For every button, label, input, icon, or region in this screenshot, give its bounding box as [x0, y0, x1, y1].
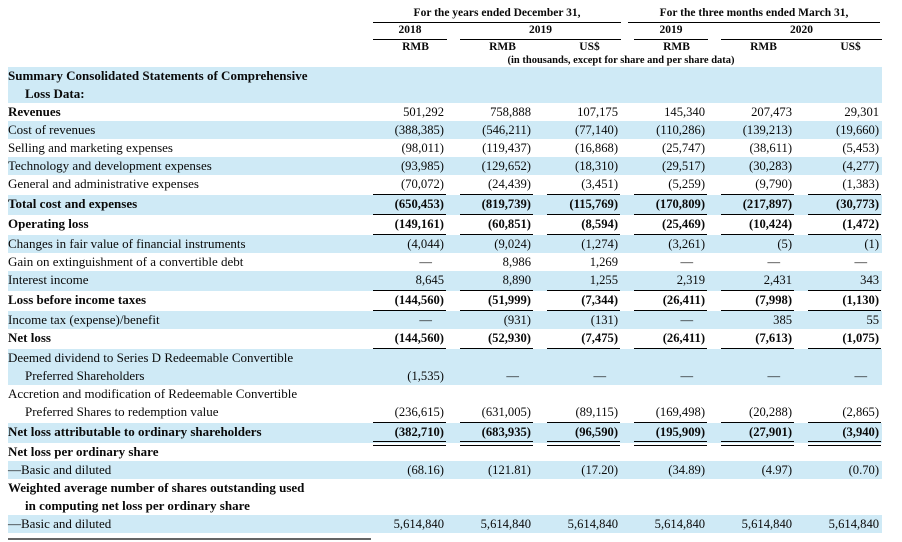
- value-cell: (77,140): [534, 121, 621, 139]
- value-cell: —: [708, 349, 795, 385]
- value-cell: (169,498): [621, 385, 708, 423]
- value-cell: [708, 479, 795, 515]
- value-cell: (121.81): [447, 461, 534, 479]
- value-cell: (7,613): [708, 329, 795, 349]
- value-cell: (217,897): [708, 195, 795, 215]
- table-row: [8, 385, 882, 423]
- row-label: Revenues: [8, 104, 61, 119]
- value-cell: (546,211): [447, 121, 534, 139]
- row-label: Changes in fair value of financial instruments: [8, 235, 360, 253]
- table-row: [8, 349, 882, 385]
- row-label: Deemed dividend to Series D Redeemable Convertible Preferred Shareholders: [8, 349, 360, 385]
- value-cell: (1,130): [795, 291, 882, 311]
- value-cell: 343: [795, 271, 882, 291]
- year-header-2020: 2020: [708, 23, 882, 40]
- value-cell: (38,611): [749, 141, 793, 155]
- value-cell: (9,790): [708, 175, 795, 195]
- value-cell: (26,411): [621, 329, 708, 349]
- value-cell: —: [854, 255, 868, 269]
- value-cell: (89,115): [534, 385, 621, 423]
- value-cell: (16,868): [575, 141, 619, 155]
- value-cell: (3,940): [795, 423, 882, 443]
- value-cell: (27,901): [708, 423, 795, 443]
- table-row: [8, 311, 882, 329]
- value-cell: 5,614,840: [447, 515, 534, 533]
- value-cell: [360, 67, 447, 103]
- value-cell: (195,909): [621, 423, 708, 443]
- value-cell: (388,385): [360, 121, 447, 139]
- value-cell: —: [795, 349, 882, 385]
- value-cell: (0.70): [795, 461, 882, 479]
- row-label: Summary Consolidated Statements of Comprehensive Loss Data:: [8, 67, 360, 103]
- table-row: [8, 291, 882, 311]
- value-cell: 2,319: [621, 271, 708, 291]
- header-spacer: [8, 6, 360, 23]
- header-spacer: [8, 23, 360, 40]
- value-cell: (17.20): [534, 461, 621, 479]
- value-cell: (5,259): [621, 175, 708, 195]
- value-cell: 1,255: [534, 271, 621, 291]
- row-label: Gain on extinguishment of a convertible debt: [8, 254, 244, 269]
- row-label: Income tax (expense)/benefit: [8, 311, 360, 329]
- value-cell: 758,888: [490, 105, 531, 119]
- table-row: [8, 215, 882, 235]
- value-cell: (34.89): [621, 461, 708, 479]
- cutoff-rule-fragment: [8, 538, 371, 540]
- table-row: [8, 329, 882, 349]
- year-header-row: [8, 23, 882, 40]
- header-spacer: [8, 54, 360, 67]
- row-label: Accretion and modification of Redeemable Convertible Preferred Shares to redemption value: [8, 386, 298, 419]
- value-cell: (382,710): [360, 423, 447, 443]
- currency-header: US$: [579, 41, 600, 53]
- value-cell: (4,277): [795, 157, 882, 175]
- value-cell: (2,865): [795, 385, 882, 423]
- table-row: [8, 253, 882, 271]
- value-cell: (4.97): [708, 461, 795, 479]
- value-cell: 29,301: [844, 105, 880, 119]
- value-cell: (683,935): [447, 423, 534, 443]
- row-label: Cost of revenues: [8, 121, 360, 139]
- value-cell: 8,645: [360, 271, 447, 291]
- table-row: [8, 235, 882, 253]
- value-cell: —: [680, 255, 694, 269]
- value-cell: [447, 479, 534, 515]
- value-cell: [621, 479, 708, 515]
- value-cell: (819,739): [447, 195, 534, 215]
- months-group-header-cell: [621, 6, 882, 23]
- units-note: (in thousands, except for share and per share data): [507, 55, 735, 66]
- value-cell: (7,344): [534, 291, 621, 311]
- value-cell: (8,594): [534, 215, 621, 235]
- currency-header: RMB: [489, 41, 516, 53]
- value-cell: (115,769): [534, 195, 621, 215]
- value-cell: [795, 479, 882, 515]
- value-cell: 8,890: [447, 271, 534, 291]
- value-cell: (1,383): [795, 175, 882, 195]
- row-label: Net loss attributable to ordinary shareholders: [8, 423, 360, 443]
- table-row: [8, 461, 882, 479]
- value-cell: (129,652): [447, 157, 534, 175]
- value-cell: (1,472): [795, 215, 882, 235]
- value-cell: [708, 67, 795, 103]
- value-cell: (119,437): [482, 141, 531, 155]
- row-label: Net loss per ordinary share: [8, 444, 159, 459]
- value-cell: [621, 67, 708, 103]
- value-cell: (60,851): [447, 215, 534, 235]
- row-label: Net loss: [8, 330, 51, 345]
- year-header-2018: 2018: [360, 23, 447, 40]
- value-cell: (631,005): [447, 385, 534, 423]
- value-cell: (7,475): [534, 329, 621, 349]
- year-header-2019-q: 2019: [621, 23, 708, 40]
- value-cell: —: [621, 311, 708, 329]
- value-cell: (96,590): [534, 423, 621, 443]
- currency-header: US$: [840, 41, 861, 53]
- value-cell: (110,286): [621, 121, 708, 139]
- value-cell: 5,614,840: [534, 515, 621, 533]
- value-cell: 5,614,840: [708, 515, 795, 533]
- value-cell: (1,274): [534, 235, 621, 253]
- value-cell: (18,310): [534, 157, 621, 175]
- value-cell: (931): [447, 311, 534, 329]
- value-cell: [360, 479, 447, 515]
- table-row: [8, 479, 882, 515]
- value-cell: (7,998): [708, 291, 795, 311]
- value-cell: (19,660): [795, 121, 882, 139]
- header-spacer: [8, 40, 360, 54]
- table-row: [8, 175, 882, 195]
- value-cell: —: [419, 255, 432, 269]
- value-cell: (51,999): [447, 291, 534, 311]
- value-cell: (20,288): [708, 385, 795, 423]
- value-cell: [795, 67, 882, 103]
- value-cell: (170,809): [621, 195, 708, 215]
- value-cell: —: [534, 349, 621, 385]
- value-cell: 107,175: [577, 105, 619, 119]
- units-note-row: [8, 54, 882, 67]
- value-cell: (9,024): [447, 235, 534, 253]
- value-cell: 501,292: [403, 105, 444, 119]
- currency-header: RMB: [750, 41, 777, 53]
- value-cell: (24,439): [447, 175, 534, 195]
- row-label: Loss before income taxes: [8, 292, 147, 307]
- value-cell: (93,985): [360, 157, 447, 175]
- table-row: [8, 195, 882, 215]
- row-label: Total cost and expenses: [8, 195, 360, 215]
- group-header-row: [8, 6, 882, 23]
- table-row: [8, 103, 882, 121]
- value-cell: (5): [708, 235, 795, 253]
- value-cell: 2,431: [708, 271, 795, 291]
- value-cell: (30,773): [795, 195, 882, 215]
- value-cell: (144,560): [360, 329, 447, 349]
- value-cell: —: [360, 311, 447, 329]
- value-cell: [447, 67, 534, 103]
- value-cell: 55: [795, 311, 882, 329]
- value-cell: 1,269: [589, 255, 619, 269]
- value-cell: (3,261): [621, 235, 708, 253]
- value-cell: 5,614,840: [360, 515, 447, 533]
- value-cell: (144,560): [360, 291, 447, 311]
- table-row: [8, 423, 882, 443]
- currency-header-row: [8, 40, 882, 54]
- row-label: Weighted average number of shares outstanding used in computing net loss per ordinary share: [8, 480, 305, 513]
- value-cell: (98,011): [401, 141, 444, 155]
- currency-header: RMB: [402, 41, 429, 53]
- value-cell: (1,535): [360, 349, 447, 385]
- table-row: [8, 121, 882, 139]
- months-group-title: For the three months ended March 31,: [628, 6, 880, 23]
- value-cell: (52,930): [447, 329, 534, 349]
- financial-table: [8, 6, 882, 533]
- table-body: [8, 67, 882, 533]
- table-row: [8, 67, 882, 103]
- value-cell: —: [621, 349, 708, 385]
- value-cell: 8,986: [502, 255, 531, 269]
- row-label: Selling and marketing expenses: [8, 140, 173, 155]
- value-cell: (25,469): [621, 215, 708, 235]
- value-cell: (4,044): [360, 235, 447, 253]
- value-cell: (1,075): [795, 329, 882, 349]
- value-cell: (131): [534, 311, 621, 329]
- value-cell: (650,453): [360, 195, 447, 215]
- value-cell: (26,411): [621, 291, 708, 311]
- value-cell: (30,283): [708, 157, 795, 175]
- year-header-2019: 2019: [447, 23, 621, 40]
- row-label: —Basic and diluted: [8, 515, 360, 533]
- value-cell: 5,614,840: [795, 515, 882, 533]
- value-cell: (139,213): [708, 121, 795, 139]
- row-label: Operating loss: [8, 216, 89, 231]
- value-cell: 5,614,840: [621, 515, 708, 533]
- row-label: Interest income: [8, 271, 360, 291]
- value-cell: 145,340: [664, 105, 706, 119]
- value-cell: 207,473: [751, 105, 793, 119]
- value-cell: [534, 67, 621, 103]
- value-cell: [534, 479, 621, 515]
- value-cell: (25,747): [662, 141, 706, 155]
- years-group-title: For the years ended December 31,: [373, 6, 621, 23]
- row-label: Technology and development expenses: [8, 157, 360, 175]
- table-row: [8, 157, 882, 175]
- value-cell: (68.16): [360, 461, 447, 479]
- value-cell: (5,453): [842, 141, 880, 155]
- table-row: [8, 271, 882, 291]
- table-row: [8, 515, 882, 533]
- years-group-header-cell: [360, 6, 621, 23]
- value-cell: (1): [795, 235, 882, 253]
- value-cell: (149,161): [360, 215, 447, 235]
- value-cell: (236,615): [360, 385, 447, 423]
- value-cell: —: [447, 349, 534, 385]
- value-cell: —: [767, 255, 781, 269]
- row-label: General and administrative expenses: [8, 176, 199, 191]
- value-cell: 385: [708, 311, 795, 329]
- value-cell: (70,072): [360, 175, 447, 195]
- value-cell: (29,517): [621, 157, 708, 175]
- value-cell: (3,451): [534, 175, 621, 195]
- table-row: [8, 139, 882, 157]
- row-label: —Basic and diluted: [8, 461, 360, 479]
- value-cell: (10,424): [708, 215, 795, 235]
- currency-header: RMB: [663, 41, 690, 53]
